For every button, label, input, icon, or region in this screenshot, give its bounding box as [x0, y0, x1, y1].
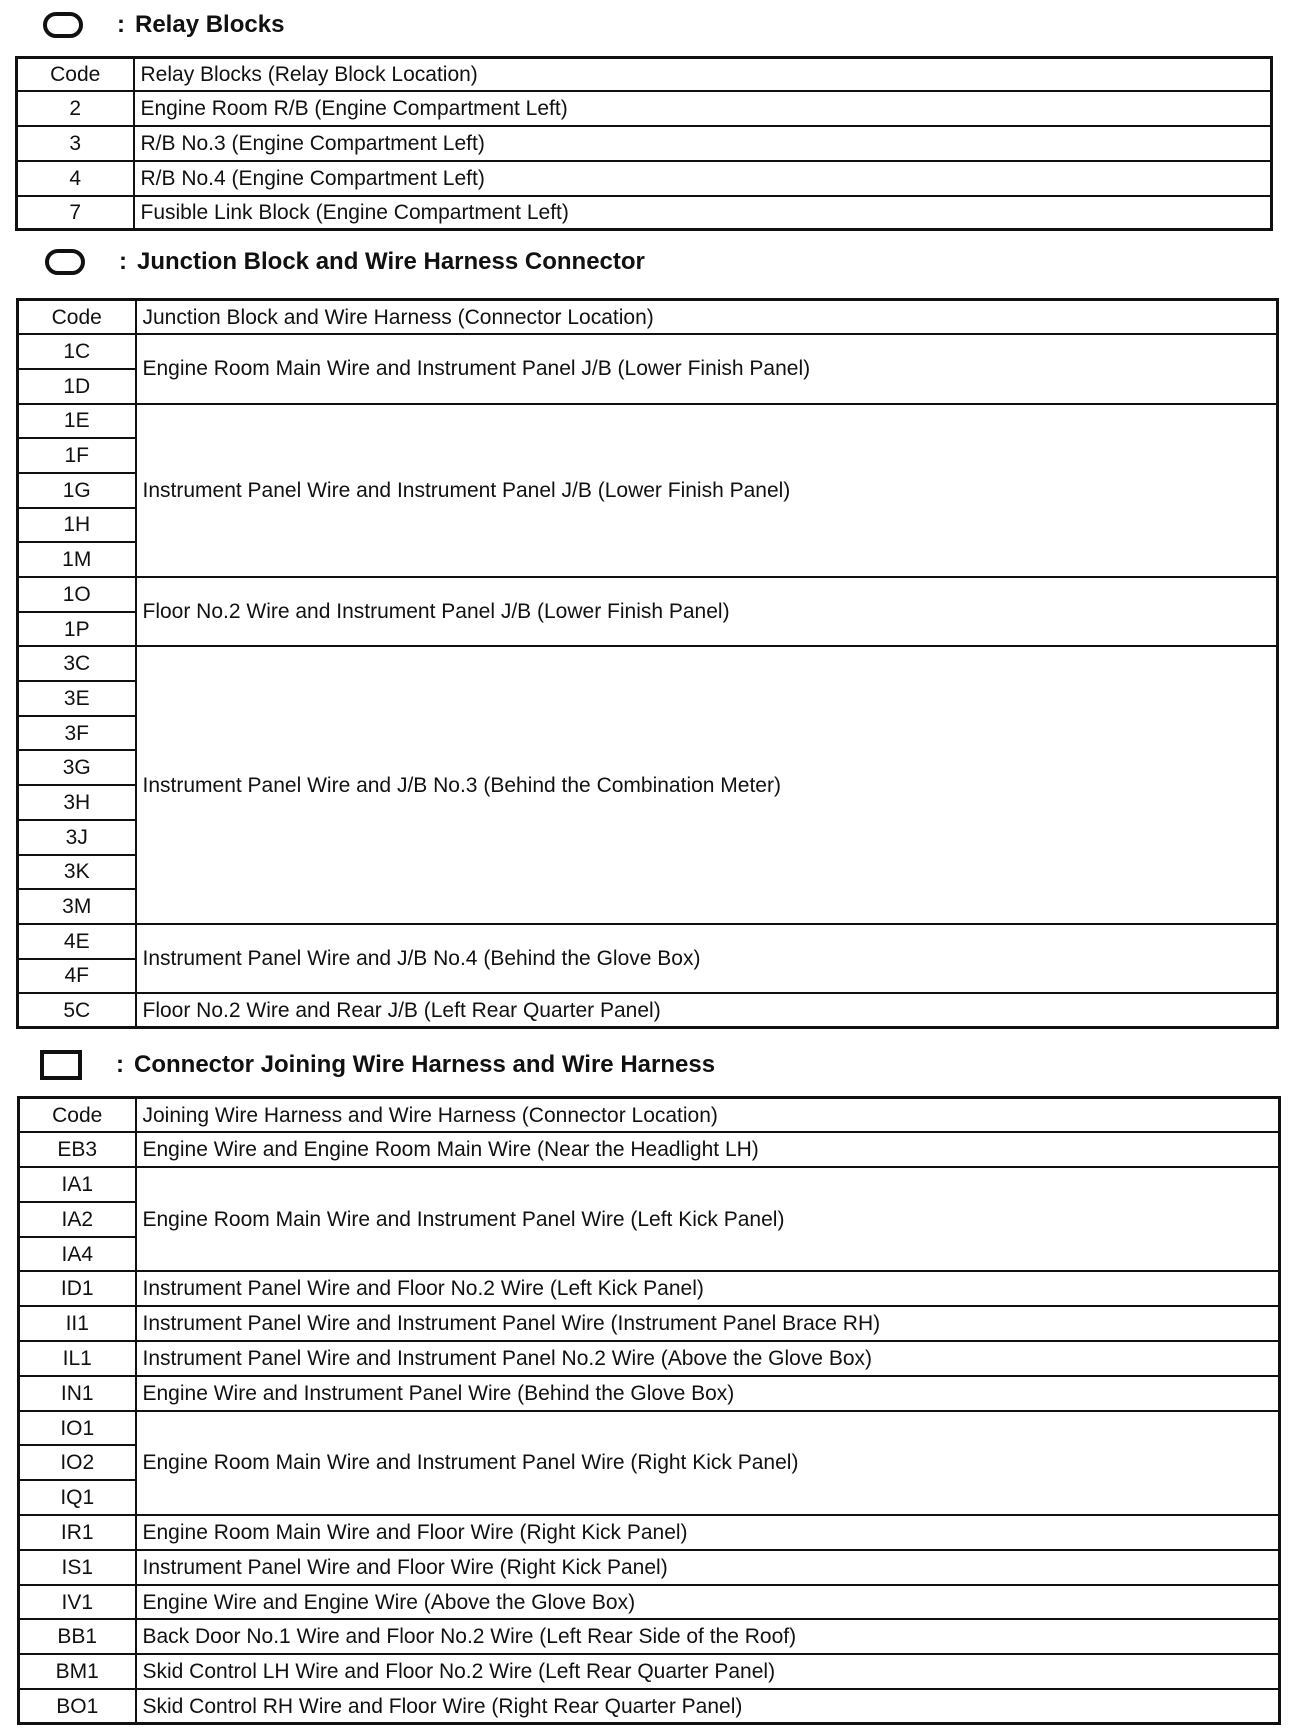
connector-code-cell: 4F: [18, 959, 136, 994]
connector-code-cell: IA4: [19, 1237, 136, 1272]
connector-location-cell: Floor No.2 Wire and Instrument Panel J/B (Lower Finish Panel): [136, 577, 1278, 646]
table-row: [19, 1550, 1280, 1585]
connector-location-cell: R/B No.4 (Engine Compartment Left): [134, 161, 1272, 196]
connector-location-cell: Engine Wire and Instrument Panel Wire (Behind the Glove Box): [136, 1376, 1280, 1411]
connector-code-cell: 4: [17, 161, 134, 196]
table-header-row: [19, 1098, 1280, 1133]
relay-block-oval-symbol: [43, 12, 83, 38]
table-row: [17, 126, 1272, 161]
relay-blocks-table: [15, 56, 1273, 231]
connector-location-cell: Engine Room R/B (Engine Compartment Left): [134, 91, 1272, 126]
code-column-header: Code: [18, 300, 136, 335]
relay-blocks-title: Relay Blocks: [135, 11, 285, 38]
joining-connector-title: Connector Joining Wire Harness and Wire Harness: [134, 1051, 716, 1078]
table-row: [19, 1411, 1280, 1446]
connector-code-cell: 5C: [18, 993, 136, 1028]
connector-code-cell: IO2: [19, 1445, 136, 1480]
junction-block-title: Junction Block and Wire Harness Connector: [137, 248, 645, 275]
table-row: [19, 1167, 1280, 1202]
junction-block-table: [16, 298, 1279, 1029]
connector-code-cell: 3G: [18, 750, 136, 785]
table-row: [18, 334, 1278, 369]
junction-block-heading: : Junction Block and Wire Harness Connector: [45, 245, 645, 279]
table-row: [19, 1515, 1280, 1550]
connector-code-cell: BB1: [19, 1619, 136, 1654]
connector-location-cell: Instrument Panel Wire and Floor No.2 Wire (Left Kick Panel): [136, 1271, 1280, 1306]
connector-location-cell: Instrument Panel Wire and Instrument Panel No.2 Wire (Above the Glove Box): [136, 1341, 1280, 1376]
connector-code-cell: IL1: [19, 1341, 136, 1376]
location-column-header: Joining Wire Harness and Wire Harness (Connector Location): [136, 1098, 1280, 1133]
connector-code-cell: IV1: [19, 1585, 136, 1620]
connector-code-cell: 1G: [18, 473, 136, 508]
connector-code-cell: II1: [19, 1306, 136, 1341]
table-row: [18, 577, 1278, 612]
table-header-row: [17, 58, 1272, 91]
location-column-header: Relay Blocks (Relay Block Location): [134, 58, 1272, 91]
table-row: [17, 196, 1272, 230]
joining-connector-table: [17, 1096, 1281, 1725]
table-row: [17, 91, 1272, 126]
connector-code-cell: 3E: [18, 681, 136, 716]
connector-location-cell: Engine Wire and Engine Room Main Wire (Near the Headlight LH): [136, 1132, 1280, 1167]
connector-code-cell: 3M: [18, 889, 136, 924]
relay-blocks-heading: : Relay Blocks: [43, 8, 284, 42]
table-row: [19, 1306, 1280, 1341]
code-column-header: Code: [19, 1098, 136, 1133]
table-row: [19, 1376, 1280, 1411]
connector-code-cell: IA1: [19, 1167, 136, 1202]
connector-location-cell: Instrument Panel Wire and Instrument Panel J/B (Lower Finish Panel): [136, 404, 1278, 577]
connector-code-cell: IS1: [19, 1550, 136, 1585]
table-row: [18, 646, 1278, 681]
connector-code-cell: IA2: [19, 1202, 136, 1237]
connector-code-cell: 1O: [18, 577, 136, 612]
connector-code-cell: 7: [17, 196, 134, 230]
table-row: [19, 1132, 1280, 1167]
connector-code-cell: 1D: [18, 369, 136, 404]
connector-code-cell: 1H: [18, 508, 136, 543]
connector-code-cell: BO1: [19, 1689, 136, 1724]
connector-location-cell: Instrument Panel Wire and Floor Wire (Right Kick Panel): [136, 1550, 1280, 1585]
connector-code-cell: 3C: [18, 646, 136, 681]
connector-code-cell: 3: [17, 126, 134, 161]
table-header-row: [18, 300, 1278, 335]
connector-code-cell: 2: [17, 91, 134, 126]
connector-code-cell: 3J: [18, 820, 136, 855]
connector-code-cell: 1M: [18, 542, 136, 577]
table-row: [18, 404, 1278, 439]
connector-code-cell: 1C: [18, 334, 136, 369]
connector-code-cell: EB3: [19, 1132, 136, 1167]
table-row: [18, 993, 1278, 1028]
table-row: [17, 161, 1272, 196]
connector-code-cell: 3H: [18, 785, 136, 820]
table-row: [18, 924, 1278, 959]
connector-location-cell: R/B No.3 (Engine Compartment Left): [134, 126, 1272, 161]
connector-location-cell: Engine Room Main Wire and Instrument Panel Wire (Right Kick Panel): [136, 1411, 1280, 1515]
table-row: [19, 1341, 1280, 1376]
joining-connector-rect-symbol: [40, 1050, 82, 1080]
connector-code-cell: 4E: [18, 924, 136, 959]
connector-code-cell: ID1: [19, 1271, 136, 1306]
junction-block-oval-symbol: [45, 249, 85, 275]
connector-code-cell: IQ1: [19, 1480, 136, 1515]
connector-code-cell: 1E: [18, 404, 136, 439]
table-row: [19, 1585, 1280, 1620]
table-row: [19, 1689, 1280, 1724]
table-row: [19, 1654, 1280, 1689]
connector-location-cell: Fusible Link Block (Engine Compartment Left): [134, 196, 1272, 230]
code-column-header: Code: [17, 58, 134, 91]
connector-location-cell: Skid Control RH Wire and Floor Wire (Right Rear Quarter Panel): [136, 1689, 1280, 1724]
connector-location-cell: Instrument Panel Wire and J/B No.4 (Behind the Glove Box): [136, 924, 1278, 993]
connector-location-cell: Skid Control LH Wire and Floor No.2 Wire (Left Rear Quarter Panel): [136, 1654, 1280, 1689]
table-row: [19, 1619, 1280, 1654]
location-column-header: Junction Block and Wire Harness (Connector Location): [136, 300, 1278, 335]
connector-code-cell: IO1: [19, 1411, 136, 1446]
connector-code-cell: IR1: [19, 1515, 136, 1550]
connector-location-cell: Instrument Panel Wire and J/B No.3 (Behind the Combination Meter): [136, 646, 1278, 924]
connector-code-cell: 1F: [18, 438, 136, 473]
connector-location-cell: Back Door No.1 Wire and Floor No.2 Wire (Left Rear Side of the Roof): [136, 1619, 1280, 1654]
connector-code-cell: IN1: [19, 1376, 136, 1411]
connector-location-cell: Engine Room Main Wire and Floor Wire (Right Kick Panel): [136, 1515, 1280, 1550]
connector-location-cell: Instrument Panel Wire and Instrument Panel Wire (Instrument Panel Brace RH): [136, 1306, 1280, 1341]
joining-connector-heading: : Connector Joining Wire Harness and Wire Harness: [40, 1047, 715, 1083]
connector-code-cell: 1P: [18, 612, 136, 647]
connector-code-cell: 3F: [18, 716, 136, 751]
connector-code-cell: 3K: [18, 855, 136, 890]
table-row: [19, 1271, 1280, 1306]
connector-location-cell: Engine Room Main Wire and Instrument Panel Wire (Left Kick Panel): [136, 1167, 1280, 1271]
connector-code-cell: BM1: [19, 1654, 136, 1689]
connector-location-cell: Floor No.2 Wire and Rear J/B (Left Rear Quarter Panel): [136, 993, 1278, 1028]
connector-location-cell: Engine Room Main Wire and Instrument Panel J/B (Lower Finish Panel): [136, 334, 1278, 403]
connector-location-cell: Engine Wire and Engine Wire (Above the Glove Box): [136, 1585, 1280, 1620]
